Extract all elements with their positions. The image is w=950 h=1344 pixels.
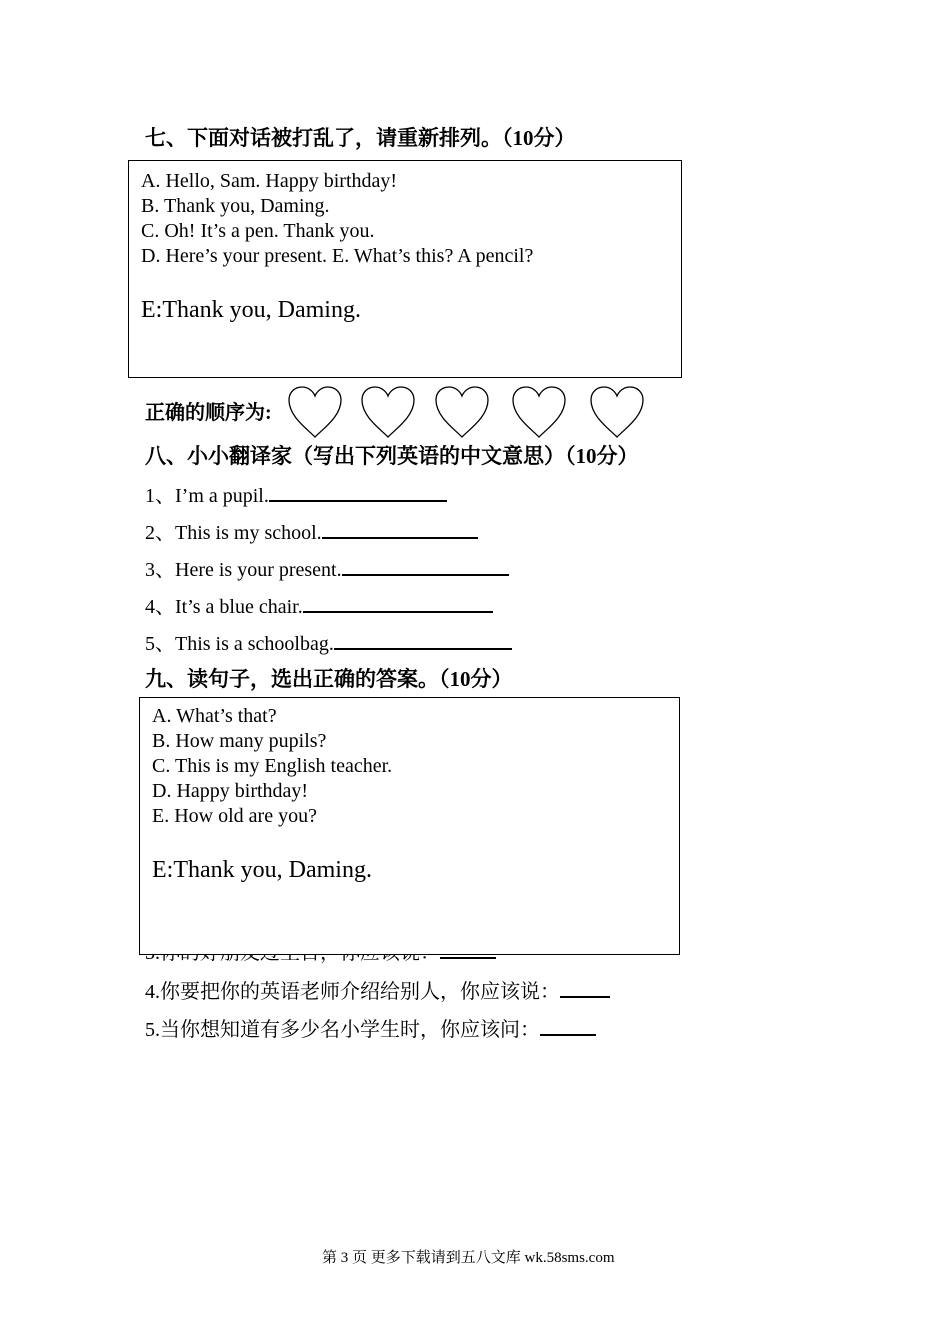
- question-text: 4.你要把你的英语老师介绍给别人，你应该说：: [145, 981, 560, 1003]
- section7-dialogue-box: [128, 160, 682, 378]
- heart-answer-slot-3[interactable]: [433, 384, 491, 440]
- answer-blank[interactable]: [269, 482, 447, 502]
- answer-blank[interactable]: [540, 1016, 596, 1036]
- dialogue-answer-text: E:Thank you, Daming.: [141, 297, 361, 323]
- translation-item-4: [145, 590, 493, 619]
- dialogue-option-b: B. Thank you, Daming.: [141, 195, 330, 217]
- order-label: 正确的顺序为:: [145, 402, 272, 424]
- answer-blank[interactable]: [560, 978, 610, 998]
- choice-option-c: C. This is my English teacher.: [152, 755, 393, 777]
- heart-answer-slot-4[interactable]: [510, 384, 568, 440]
- answer-blank[interactable]: [303, 593, 493, 613]
- choice-option-d: D. Happy birthday!: [152, 780, 309, 802]
- choice-answer-text: E:Thank you, Daming.: [152, 857, 372, 883]
- choice-option-a: A. What’s that?: [152, 705, 277, 727]
- answer-blank[interactable]: [334, 630, 512, 650]
- translation-sentence: 1、I’m a pupil.: [145, 485, 269, 507]
- section7-heading: 七、下面对话被打乱了，请重新排列。（10分）: [145, 126, 576, 150]
- choice-option-b: B. How many pupils?: [152, 730, 327, 752]
- heart-answer-slot-5[interactable]: [588, 384, 646, 440]
- dialogue-option-a: A. Hello, Sam. Happy birthday!: [141, 170, 398, 192]
- translation-sentence: 5、This is a schoolbag.: [145, 633, 334, 655]
- translation-sentence: 3、Here is your present.: [145, 559, 342, 581]
- heart-answer-slot-2[interactable]: [359, 384, 417, 440]
- question-4: [145, 975, 610, 1004]
- translation-item-1: [145, 479, 447, 508]
- question-text: 5.当你想知道有多少名小学生时，你应该问：: [145, 1019, 540, 1041]
- answer-blank[interactable]: [342, 556, 509, 576]
- section8-heading: 八、小小翻译家（写出下列英语的中文意思）（10分）: [145, 444, 639, 468]
- translation-sentence: 2、This is my school.: [145, 522, 322, 544]
- translation-sentence: 4、It’s a blue chair.: [145, 596, 303, 618]
- dialogue-option-c: C. Oh! It’s a pen. Thank you.: [141, 220, 375, 242]
- section9-options-box: [139, 697, 680, 955]
- page-footer: 第 3 页 更多下载请到五八文库 wk.58sms.com: [322, 1250, 615, 1266]
- translation-item-2: [145, 516, 478, 545]
- answer-blank[interactable]: [322, 519, 478, 539]
- translation-item-5: [145, 627, 512, 656]
- translation-item-3: [145, 553, 509, 582]
- question-5: [145, 1013, 596, 1042]
- section9-heading: 九、读句子，选出正确的答案。（10分）: [145, 667, 513, 691]
- heart-answer-slot-1[interactable]: [286, 384, 344, 440]
- dialogue-option-d-e: D. Here’s your present. E. What’s this? A pencil?: [141, 245, 534, 267]
- choice-option-e: E. How old are you?: [152, 805, 317, 827]
